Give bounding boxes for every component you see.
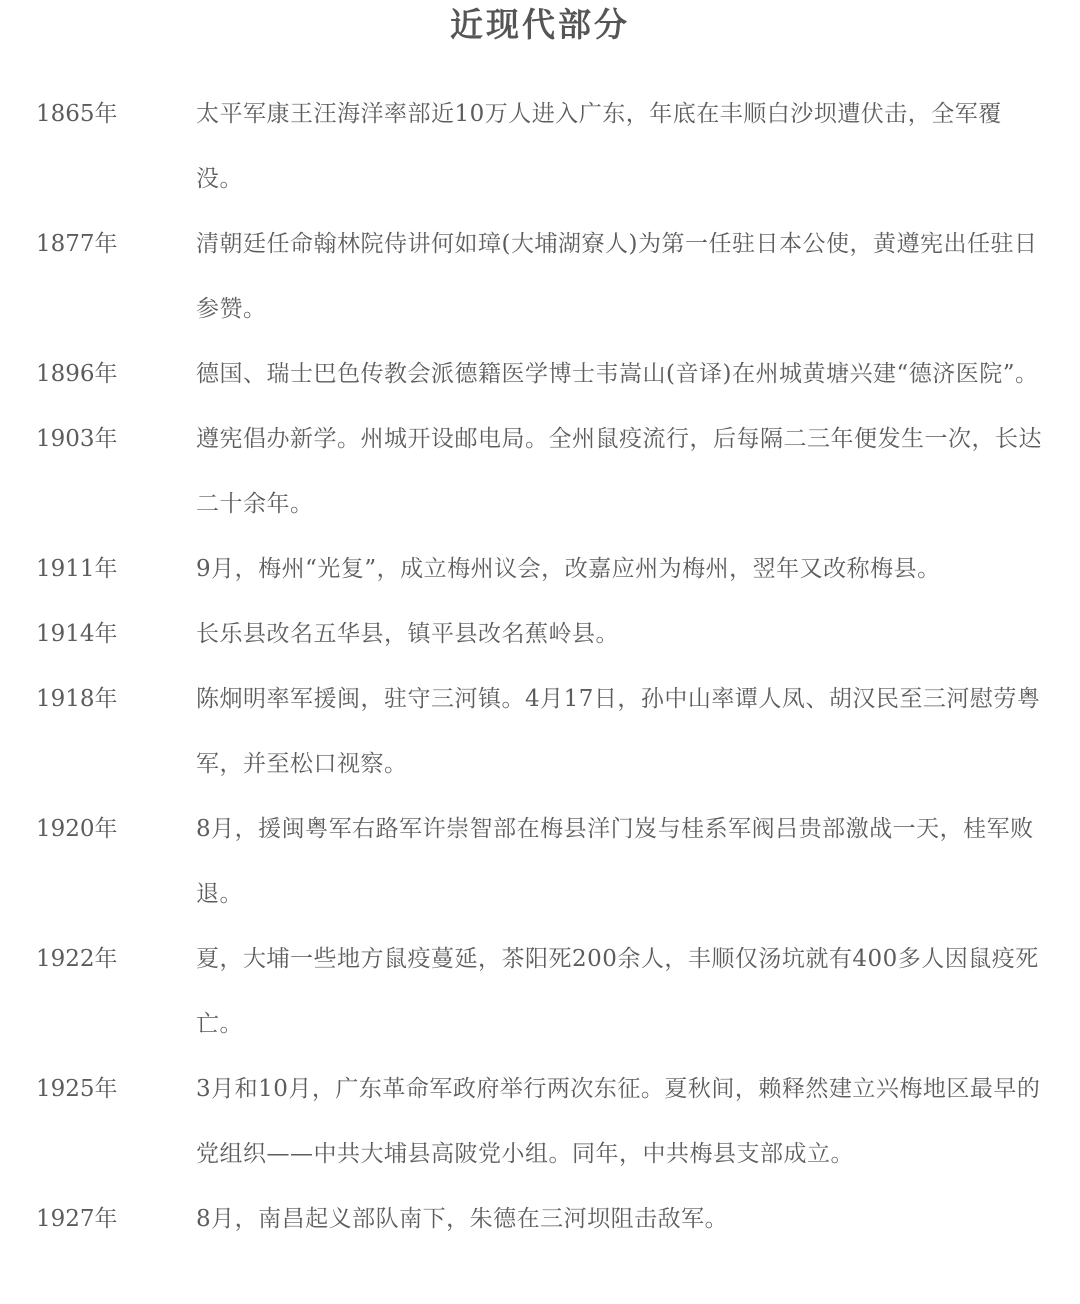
chronology-entry — [0, 212, 1080, 342]
chronology-entry — [0, 1187, 1080, 1252]
entry-text: 9月，梅州“光复”，成立梅州议会，改嘉应州为梅州，翌年又改称梅县。 — [196, 556, 941, 582]
chronology-list — [0, 82, 1080, 1252]
page-title: 近现代部分 — [450, 5, 630, 44]
entry-year: 1896年 — [36, 361, 118, 387]
entry-text: 8月，南昌起义部队南下，朱德在三河坝阻击敌军。 — [196, 1206, 729, 1232]
chronology-entry — [0, 407, 1080, 537]
entry-text: 长乐县改名五华县，镇平县改名蕉岭县。 — [196, 621, 619, 647]
entry-year: 1911年 — [36, 556, 118, 582]
chronology-entry — [0, 602, 1080, 667]
entry-text: 陈炯明率军援闽，驻守三河镇。4月17日，孙中山率谭人凤、胡汉民至三河慰劳粤军，并至松口视察。 — [196, 686, 1041, 777]
entry-text: 夏，大埔一些地方鼠疫蔓延，茶阳死200余人，丰顺仅汤坑就有400多人因鼠疫死亡。 — [196, 946, 1039, 1037]
chronology-entry — [0, 797, 1080, 927]
entry-text: 8月，援闽粤军右路军许崇智部在梅县洋门岌与桂系军阀吕贵部激战一天，桂军败退。 — [196, 816, 1034, 907]
entry-text: 遵宪倡办新学。州城开设邮电局。全州鼠疫流行，后每隔二三年便发生一次，长达二十余年。 — [196, 426, 1042, 517]
entry-year: 1903年 — [36, 426, 118, 452]
entry-year: 1914年 — [36, 621, 118, 647]
chronology-entry — [0, 927, 1080, 1057]
entry-year: 1865年 — [36, 101, 118, 127]
entry-year: 1918年 — [36, 686, 118, 712]
chronology-entry — [0, 342, 1080, 407]
entry-year: 1922年 — [36, 946, 118, 972]
entry-text: 清朝廷任命翰林院侍讲何如璋(大埔湖寮人)为第一任驻日本公使，黄遵宪出任驻日参赞。 — [196, 231, 1038, 322]
entry-text: 3月和10月，广东革命军政府举行两次东征。夏秋间，赖释然建立兴梅地区最早的党组织——中共大埔县高陂党小组。同年，中共梅县支部成立。 — [196, 1076, 1041, 1167]
chronology-entry — [0, 1057, 1080, 1187]
entry-year: 1927年 — [36, 1206, 118, 1232]
entry-text: 德国、瑞士巴色传教会派德籍医学博士韦嵩山(音译)在州城黄塘兴建“德济医院”。 — [196, 361, 1039, 387]
entry-text: 太平军康王汪海洋率部近10万人进入广东，年底在丰顺白沙坝遭伏击，全军覆没。 — [196, 101, 1002, 192]
entry-year: 1877年 — [36, 231, 118, 257]
entry-year: 1920年 — [36, 816, 118, 842]
chronology-entry — [0, 82, 1080, 212]
chronology-entry — [0, 667, 1080, 797]
entry-year: 1925年 — [36, 1076, 118, 1102]
chronology-entry — [0, 537, 1080, 602]
